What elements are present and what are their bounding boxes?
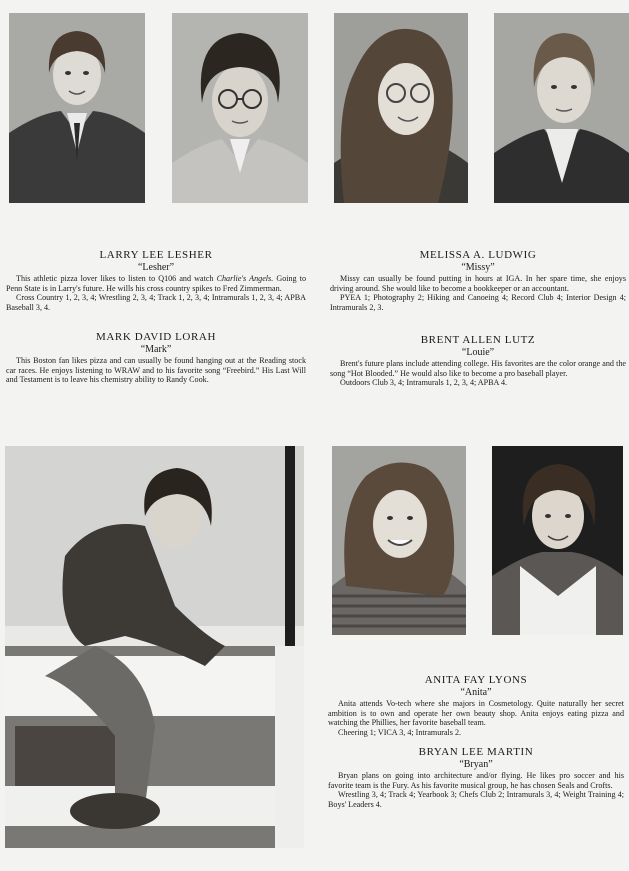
student-nickname: “Mark” <box>140 344 172 355</box>
student-bio: Brent's future plans include attending college. His favorites are the color orange and the song “Hot Blooded.” He would also like to become a pro baseball player. <box>330 359 626 378</box>
portrait-melissa-ludwig <box>334 13 468 203</box>
student-portrait-icon <box>172 13 308 203</box>
student-portrait-icon <box>494 13 629 203</box>
student-nickname: “Anita” <box>460 687 492 698</box>
student-nickname: “Missy” <box>461 262 495 273</box>
student-bio: This athletic pizza lover likes to listen to Q106 and watch Charlie's Angels. Going to Penn State is in Larry's future. He wills his cross country spikes to Fred Zimmerman. <box>6 274 306 293</box>
entry-melissa-ludwig <box>330 249 626 312</box>
student-bio: This Boston fan likes pizza and can usually be found hanging out at the Reading stock car races. He enjoys listening to WRAW and to his favorite song “Freebird.” His Last Will and Testament is to leave his chemistry ability to Randy Cook. <box>6 356 306 385</box>
portrait-mark-lorah <box>172 13 308 203</box>
student-nickname: “Louie” <box>461 347 495 358</box>
portrait-bryan-martin <box>492 446 623 635</box>
student-portrait-icon <box>492 446 623 635</box>
student-portrait-icon <box>334 13 468 203</box>
student-activities: Outdoors Club 3, 4; Intramurals 1, 2, 3, 4; APBA 4. <box>340 378 508 388</box>
portrait-anita-lyons <box>332 446 466 635</box>
entry-bryan-martin <box>328 746 624 809</box>
portrait-brent-lutz <box>494 13 629 203</box>
candid-photo <box>5 446 304 848</box>
portrait-larry-lesher <box>9 13 145 203</box>
student-bio: Bryan plans on going into architecture and/or flying. He likes pro soccer and his favorite team is the Fury. As his favorite musical group, he has chosen Seals and Crofts. <box>328 771 624 790</box>
student-nickname: “Lesher” <box>137 262 175 273</box>
entry-mark-lorah <box>6 331 306 385</box>
student-portrait-icon <box>9 13 145 203</box>
student-nickname: “Bryan” <box>459 759 493 770</box>
student-activities: PYEA 1; Photography 2; Hiking and Canoeing 4; Record Club 4; Interior Design 4; Intramurals 2, 3. <box>330 293 626 312</box>
student-activities: Wrestling 3, 4; Track 4; Yearbook 3; Chefs Club 2; Intramurals 3, 4; Weight Training 4; Boys' Leaders 4. <box>328 790 624 809</box>
student-portrait-icon <box>332 446 466 635</box>
student-name: MARK DAVID LORAH <box>95 331 216 343</box>
student-activities: Cheering 1; VICA 3, 4; Intramurals 2. <box>338 727 462 737</box>
student-activities: Cross Country 1, 2, 3, 4; Wrestling 2, 3, 4; Track 1, 2, 3, 4; Intramurals 1, 2, 3, 4; APBA Baseball 3, 4. <box>6 293 306 312</box>
student-bio: Anita attends Vo-tech where she majors in Cosmetology. Quite naturally her secret ambition is to own and operate her own beauty shop. Anita enjoys eating pizza and watching the Phillies, her favorite baseball team. <box>328 699 624 728</box>
candid-photo-icon <box>5 446 304 848</box>
entry-brent-lutz <box>330 334 626 388</box>
entry-larry-lesher <box>6 249 306 312</box>
student-name: BRENT ALLEN LUTZ <box>420 334 536 346</box>
student-name: ANITA FAY LYONS <box>424 674 528 686</box>
student-name: BRYAN LEE MARTIN <box>418 746 534 758</box>
student-name: MELISSA A. LUDWIG <box>419 249 537 261</box>
entry-anita-lyons <box>328 674 624 737</box>
tv-show-title: Charlie's Angels. <box>216 274 274 283</box>
student-bio: Missy can usually be found putting in hours at IGA. In her spare time, she enjoys driving around. She would like to become a bookkeeper or an accountant. <box>330 274 626 293</box>
student-name: LARRY LEE LESHER <box>99 249 213 261</box>
